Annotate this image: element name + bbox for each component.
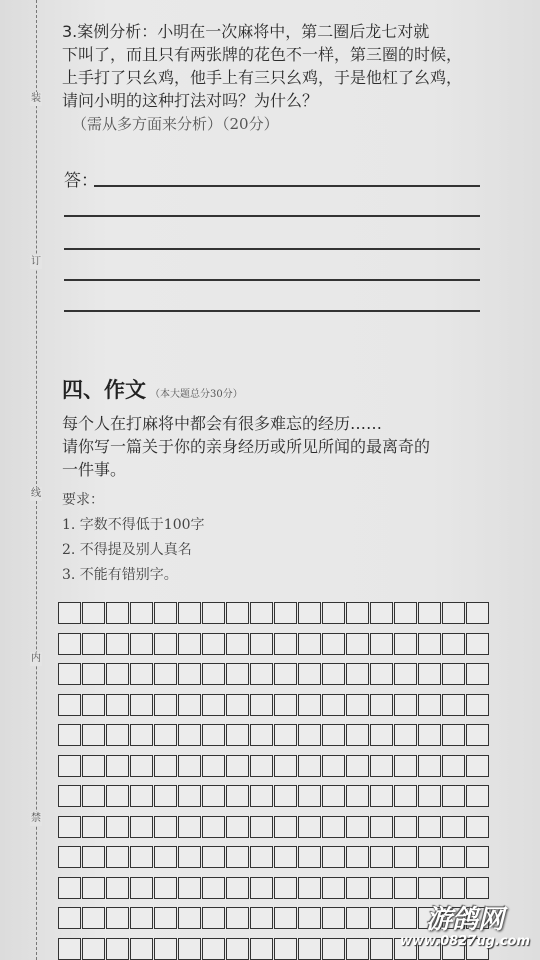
grid-cell[interactable] (322, 633, 345, 655)
grid-cell[interactable] (202, 694, 225, 716)
grid-cell[interactable] (442, 724, 465, 746)
grid-cell[interactable] (58, 633, 81, 655)
grid-cell[interactable] (226, 816, 249, 838)
grid-cell[interactable] (226, 938, 249, 960)
grid-cell[interactable] (370, 694, 393, 716)
grid-cell[interactable] (250, 633, 273, 655)
grid-cell[interactable] (418, 694, 441, 716)
grid-cell[interactable] (442, 602, 465, 624)
answer-line[interactable] (64, 310, 480, 312)
grid-cell[interactable] (298, 907, 321, 929)
grid-cell[interactable] (154, 602, 177, 624)
question-3 (62, 20, 532, 136)
answer-label: 答： (64, 171, 98, 191)
grid-cell[interactable] (106, 877, 129, 899)
grid-cell[interactable] (298, 602, 321, 624)
grid-cell[interactable] (394, 755, 417, 777)
grid-cell[interactable] (250, 938, 273, 960)
grid-cell[interactable] (58, 938, 81, 960)
grid-cell[interactable] (274, 785, 297, 807)
grid-cell[interactable] (298, 755, 321, 777)
grid-cell[interactable] (370, 816, 393, 838)
grid-cell[interactable] (346, 633, 369, 655)
grid-cell[interactable] (82, 663, 105, 685)
question-3-line: 下叫了，而且只有两张牌的花色不一样，第三圈的时候， (62, 45, 463, 64)
grid-cell[interactable] (418, 785, 441, 807)
question-3-line: 上手打了只幺鸡，他手上有三只幺鸡，于是他杠了幺鸡， (62, 68, 463, 87)
grid-cell[interactable] (130, 602, 153, 624)
grid-cell[interactable] (250, 755, 273, 777)
grid-cell[interactable] (106, 755, 129, 777)
grid-cell[interactable] (274, 663, 297, 685)
grid-cell[interactable] (418, 846, 441, 868)
grid-cell[interactable] (442, 846, 465, 868)
grid-cell[interactable] (250, 877, 273, 899)
grid-cell[interactable] (298, 633, 321, 655)
grid-cell[interactable] (106, 816, 129, 838)
grid-cell[interactable] (58, 724, 81, 746)
grid-cell[interactable] (106, 663, 129, 685)
grid-cell[interactable] (274, 694, 297, 716)
grid-cell[interactable] (298, 724, 321, 746)
grid-cell[interactable] (466, 663, 489, 685)
grid-cell[interactable] (154, 663, 177, 685)
grid-cell[interactable] (178, 907, 201, 929)
grid-cell[interactable] (202, 785, 225, 807)
binding-mark: 内 (31, 653, 41, 664)
site-watermark (395, 905, 535, 955)
grid-cell[interactable] (58, 816, 81, 838)
grid-cell[interactable] (154, 907, 177, 929)
requirement-item: 1. 字数不得低于100字 (62, 517, 205, 533)
watermark-brand: 游鸽网 (425, 905, 504, 935)
grid-cell[interactable] (418, 602, 441, 624)
grid-cell[interactable] (418, 877, 441, 899)
grid-cell[interactable] (226, 785, 249, 807)
grid-cell[interactable] (250, 816, 273, 838)
grid-cell[interactable] (418, 633, 441, 655)
grid-cell[interactable] (130, 877, 153, 899)
question-3-note: （需从多方面来分析）（20分） (72, 115, 279, 133)
grid-cell[interactable] (82, 694, 105, 716)
grid-cell[interactable] (154, 694, 177, 716)
grid-cell[interactable] (394, 602, 417, 624)
grid-cell[interactable] (178, 633, 201, 655)
grid-cell[interactable] (322, 846, 345, 868)
grid-cell[interactable] (346, 785, 369, 807)
essay-prompt-line: 一件事。 (62, 460, 127, 479)
grid-cell[interactable] (346, 724, 369, 746)
grid-cell[interactable] (442, 633, 465, 655)
grid-cell[interactable] (322, 938, 345, 960)
grid-cell[interactable] (298, 785, 321, 807)
grid-cell[interactable] (370, 633, 393, 655)
section-4-points: （本大题总分30分） (150, 389, 243, 400)
grid-cell[interactable] (418, 816, 441, 838)
grid-cell[interactable] (154, 877, 177, 899)
grid-cell[interactable] (106, 602, 129, 624)
grid-cell[interactable] (202, 602, 225, 624)
grid-cell[interactable] (274, 816, 297, 838)
grid-cell[interactable] (82, 755, 105, 777)
grid-cell[interactable] (178, 602, 201, 624)
grid-cell[interactable] (202, 846, 225, 868)
grid-cell[interactable] (130, 785, 153, 807)
grid-cell[interactable] (178, 846, 201, 868)
question-3-line: 请问小明的这种打法对吗？为什么？ (62, 91, 319, 110)
grid-cell[interactable] (250, 602, 273, 624)
grid-cell[interactable] (322, 602, 345, 624)
grid-cell[interactable] (226, 907, 249, 929)
grid-cell[interactable] (202, 907, 225, 929)
grid-cell[interactable] (178, 816, 201, 838)
grid-cell[interactable] (154, 633, 177, 655)
grid-cell[interactable] (154, 785, 177, 807)
grid-row (58, 633, 502, 657)
grid-cell[interactable] (442, 694, 465, 716)
grid-cell[interactable] (322, 694, 345, 716)
grid-cell[interactable] (394, 877, 417, 899)
grid-cell[interactable] (346, 755, 369, 777)
answer-line[interactable] (64, 215, 480, 217)
answer-line[interactable] (64, 279, 480, 281)
grid-cell[interactable] (82, 816, 105, 838)
grid-cell[interactable] (274, 602, 297, 624)
grid-cell[interactable] (178, 663, 201, 685)
grid-cell[interactable] (178, 785, 201, 807)
grid-cell[interactable] (202, 724, 225, 746)
grid-cell[interactable] (130, 846, 153, 868)
grid-cell[interactable] (58, 694, 81, 716)
grid-cell[interactable] (346, 907, 369, 929)
grid-cell[interactable] (58, 877, 81, 899)
grid-cell[interactable] (226, 602, 249, 624)
grid-cell[interactable] (178, 694, 201, 716)
grid-cell[interactable] (322, 877, 345, 899)
grid-cell[interactable] (226, 755, 249, 777)
grid-cell[interactable] (202, 877, 225, 899)
grid-cell[interactable] (82, 602, 105, 624)
grid-cell[interactable] (274, 877, 297, 899)
question-3-line: 3.案例分析：小明在一次麻将中，第二圈后龙七对就 (62, 22, 430, 41)
grid-cell[interactable] (442, 663, 465, 685)
grid-cell[interactable] (226, 724, 249, 746)
grid-cell[interactable] (322, 663, 345, 685)
grid-cell[interactable] (106, 694, 129, 716)
requirement-item: 3. 不能有错别字。 (62, 567, 178, 583)
grid-cell[interactable] (202, 938, 225, 960)
grid-cell[interactable] (202, 633, 225, 655)
section-4-title: 四、作文 (62, 378, 146, 402)
grid-cell[interactable] (130, 633, 153, 655)
grid-cell[interactable] (82, 938, 105, 960)
grid-row (58, 694, 502, 718)
grid-cell[interactable] (154, 846, 177, 868)
grid-cell[interactable] (274, 755, 297, 777)
grid-cell[interactable] (106, 907, 129, 929)
grid-cell[interactable] (322, 724, 345, 746)
grid-cell[interactable] (298, 816, 321, 838)
grid-cell[interactable] (58, 846, 81, 868)
grid-cell[interactable] (82, 907, 105, 929)
grid-cell[interactable] (370, 724, 393, 746)
grid-cell[interactable] (250, 907, 273, 929)
grid-row (58, 846, 502, 870)
grid-cell[interactable] (466, 846, 489, 868)
grid-cell[interactable] (346, 938, 369, 960)
requirements-heading: 要求： (62, 492, 104, 508)
grid-cell[interactable] (418, 755, 441, 777)
grid-cell[interactable] (466, 694, 489, 716)
grid-row (58, 877, 502, 901)
grid-cell[interactable] (322, 755, 345, 777)
requirement-item: 2. 不得提及别人真名 (62, 542, 192, 558)
grid-cell[interactable] (106, 938, 129, 960)
grid-cell[interactable] (130, 663, 153, 685)
answer-line[interactable] (64, 248, 480, 250)
grid-cell[interactable] (346, 816, 369, 838)
grid-cell[interactable] (322, 785, 345, 807)
grid-cell[interactable] (178, 938, 201, 960)
grid-row (58, 816, 502, 840)
grid-cell[interactable] (394, 785, 417, 807)
grid-row (58, 785, 502, 809)
grid-cell[interactable] (274, 907, 297, 929)
grid-cell[interactable] (154, 938, 177, 960)
grid-cell[interactable] (202, 816, 225, 838)
grid-cell[interactable] (226, 633, 249, 655)
grid-cell[interactable] (202, 755, 225, 777)
grid-cell[interactable] (370, 907, 393, 929)
grid-cell[interactable] (250, 846, 273, 868)
grid-cell[interactable] (106, 724, 129, 746)
watermark-url: www.0827ug.com (400, 934, 530, 949)
grid-cell[interactable] (370, 602, 393, 624)
grid-cell[interactable] (442, 755, 465, 777)
grid-cell[interactable] (394, 724, 417, 746)
grid-cell[interactable] (394, 694, 417, 716)
grid-cell[interactable] (130, 724, 153, 746)
answer-line[interactable] (94, 185, 480, 187)
grid-cell[interactable] (130, 816, 153, 838)
grid-cell[interactable] (106, 846, 129, 868)
grid-cell[interactable] (466, 602, 489, 624)
grid-cell[interactable] (346, 846, 369, 868)
grid-cell[interactable] (346, 663, 369, 685)
grid-cell[interactable] (178, 724, 201, 746)
grid-cell[interactable] (466, 877, 489, 899)
grid-cell[interactable] (346, 877, 369, 899)
grid-cell[interactable] (346, 602, 369, 624)
grid-cell[interactable] (370, 846, 393, 868)
grid-row (58, 663, 502, 687)
grid-cell[interactable] (82, 877, 105, 899)
grid-cell[interactable] (58, 755, 81, 777)
grid-cell[interactable] (130, 694, 153, 716)
grid-cell[interactable] (394, 633, 417, 655)
essay-prompt (62, 412, 532, 481)
grid-cell[interactable] (466, 724, 489, 746)
grid-cell[interactable] (250, 724, 273, 746)
grid-cell[interactable] (466, 633, 489, 655)
grid-cell[interactable] (442, 785, 465, 807)
grid-cell[interactable] (154, 724, 177, 746)
grid-cell[interactable] (106, 633, 129, 655)
grid-cell[interactable] (298, 663, 321, 685)
grid-cell[interactable] (274, 846, 297, 868)
grid-cell[interactable] (274, 724, 297, 746)
grid-cell[interactable] (178, 877, 201, 899)
grid-cell[interactable] (298, 694, 321, 716)
grid-cell[interactable] (394, 663, 417, 685)
grid-cell[interactable] (130, 938, 153, 960)
grid-cell[interactable] (250, 694, 273, 716)
grid-cell[interactable] (82, 724, 105, 746)
grid-cell[interactable] (58, 602, 81, 624)
grid-cell[interactable] (322, 816, 345, 838)
grid-cell[interactable] (370, 663, 393, 685)
grid-cell[interactable] (58, 785, 81, 807)
essay-prompt-line: 每个人在打麻将中都会有很多难忘的经历…… (62, 414, 383, 433)
grid-cell[interactable] (250, 785, 273, 807)
grid-cell[interactable] (202, 663, 225, 685)
grid-cell[interactable] (274, 633, 297, 655)
grid-cell[interactable] (370, 877, 393, 899)
grid-cell[interactable] (418, 724, 441, 746)
grid-cell[interactable] (58, 663, 81, 685)
binding-mark: 订 (31, 256, 41, 267)
grid-cell[interactable] (442, 816, 465, 838)
binding-mark: 禁 (31, 813, 41, 824)
grid-cell[interactable] (82, 633, 105, 655)
grid-cell[interactable] (154, 816, 177, 838)
grid-cell[interactable] (274, 938, 297, 960)
section-4-heading (62, 374, 243, 404)
grid-cell[interactable] (82, 846, 105, 868)
grid-cell[interactable] (466, 816, 489, 838)
grid-cell[interactable] (106, 785, 129, 807)
essay-prompt-line: 请你写一篇关于你的亲身经历或所见所闻的最离奇的 (62, 437, 431, 456)
grid-cell[interactable] (298, 938, 321, 960)
grid-cell[interactable] (394, 816, 417, 838)
grid-cell[interactable] (418, 663, 441, 685)
grid-cell[interactable] (154, 755, 177, 777)
grid-row (58, 755, 502, 779)
grid-cell[interactable] (130, 907, 153, 929)
grid-cell[interactable] (346, 694, 369, 716)
grid-cell[interactable] (394, 846, 417, 868)
grid-cell[interactable] (298, 877, 321, 899)
grid-cell[interactable] (250, 663, 273, 685)
grid-cell[interactable] (370, 938, 393, 960)
essay-requirements (62, 488, 205, 588)
grid-cell[interactable] (442, 877, 465, 899)
binding-mark: 装 (31, 93, 41, 104)
grid-row (58, 602, 502, 626)
grid-cell[interactable] (178, 755, 201, 777)
grid-cell[interactable] (298, 846, 321, 868)
grid-row (58, 724, 502, 748)
grid-cell[interactable] (370, 785, 393, 807)
binding-mark: 线 (31, 488, 41, 499)
grid-cell[interactable] (370, 755, 393, 777)
grid-cell[interactable] (226, 663, 249, 685)
grid-cell[interactable] (226, 694, 249, 716)
grid-cell[interactable] (226, 877, 249, 899)
grid-cell[interactable] (322, 907, 345, 929)
grid-cell[interactable] (466, 755, 489, 777)
grid-cell[interactable] (82, 785, 105, 807)
grid-cell[interactable] (226, 846, 249, 868)
grid-cell[interactable] (58, 907, 81, 929)
grid-cell[interactable] (466, 785, 489, 807)
grid-cell[interactable] (130, 755, 153, 777)
